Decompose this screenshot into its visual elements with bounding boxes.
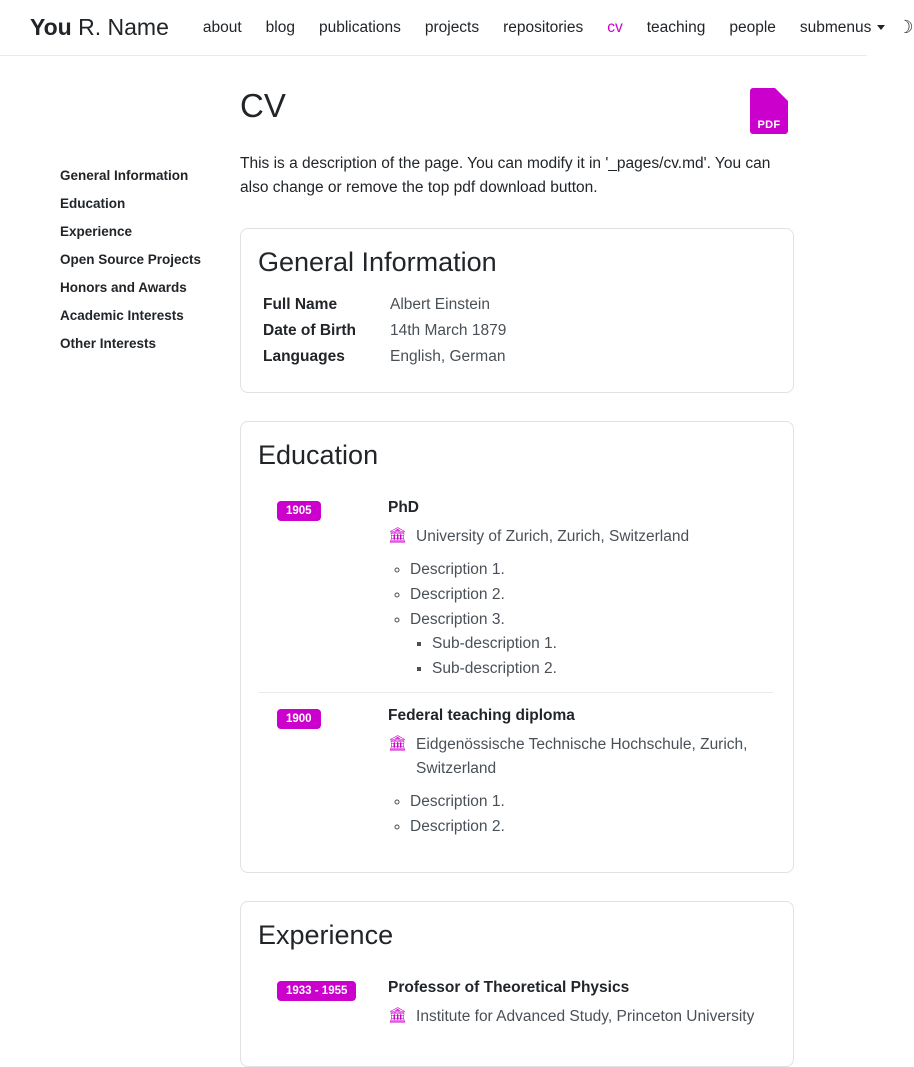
- info-key-languages: Languages: [263, 348, 345, 366]
- sidebar-item-academic-interests[interactable]: Academic Interests: [60, 308, 184, 323]
- nav-item-projects[interactable]: projects: [424, 18, 480, 36]
- pdf-label: PDF: [757, 119, 781, 131]
- institution-icon: 🏛: [388, 735, 408, 753]
- table-row: [263, 292, 506, 318]
- brand-strong-text: You: [30, 14, 72, 40]
- sidebar-item-experience[interactable]: Experience: [60, 224, 133, 239]
- entry-date: [258, 707, 388, 840]
- nav-links: [191, 13, 898, 43]
- site-brand[interactable]: [30, 14, 169, 41]
- page-body: [0, 56, 867, 1067]
- entry-institution: [388, 1005, 773, 1028]
- table-row: [263, 318, 506, 344]
- info-value-full-name: Albert Einstein: [390, 296, 490, 314]
- entry-title: Federal teaching diploma: [388, 707, 575, 725]
- entry-institution: [388, 733, 773, 780]
- cv-header: [240, 86, 794, 134]
- pdf-download-button[interactable]: [750, 88, 794, 134]
- moon-icon[interactable]: ☽: [897, 17, 914, 37]
- entry-body: [388, 979, 773, 1034]
- entry-body: [388, 707, 773, 840]
- list-item: ◦ Description 2.: [410, 815, 773, 839]
- entry-institution-label: Institute for Advanced Study, Princeton University: [416, 1007, 755, 1025]
- entry-institution-label: Eidgenössische Technische Hochschule, Zurich, Switzerland: [416, 736, 748, 777]
- experience-title: Experience: [258, 919, 394, 950]
- entry-body: [388, 499, 773, 682]
- sidebar-nav: [0, 86, 210, 1067]
- general-information-table: [263, 292, 506, 370]
- status-badge: 1900: [277, 709, 321, 729]
- list-item: ◦ Description 1.: [410, 558, 773, 582]
- top-navbar: [0, 0, 914, 56]
- brand-rest-text: R. Name: [71, 14, 169, 40]
- list-item: ▪ Sub-description 1.: [432, 632, 773, 656]
- entry-institution-label: University of Zurich, Zurich, Switzerland: [416, 528, 690, 546]
- education-card: [240, 421, 794, 873]
- info-key-full-name: Full Name: [263, 296, 338, 314]
- education-title: Education: [258, 440, 379, 471]
- list-item: [258, 485, 773, 692]
- nav-item-repositories[interactable]: repositories: [503, 18, 584, 36]
- nav-item-submenus-dropdown[interactable]: submenus: [788, 13, 898, 43]
- entry-description-list: [388, 558, 773, 681]
- general-information-card: [240, 228, 794, 393]
- list-item: ◦ Description 3. ▪ Sub-description 1. ▪ Sub-description 2.: [410, 608, 773, 681]
- sidebar-item-other-interests[interactable]: Other Interests: [60, 336, 157, 351]
- institution-icon: 🏛: [388, 1006, 408, 1024]
- info-value-date-of-birth: 14th March 1879: [390, 322, 507, 340]
- status-badge: 1933 - 1955: [277, 981, 356, 1001]
- sidebar-item-general-information[interactable]: General Information: [60, 168, 189, 183]
- entry-title: PhD: [388, 499, 419, 517]
- general-information-title: General Information: [258, 247, 497, 278]
- nav-item-blog[interactable]: blog: [265, 18, 295, 36]
- nav-item-publications[interactable]: publications: [318, 18, 401, 36]
- page-description: This is a description of the page. You can modify it in '_pages/cv.md'. You can also change or remove the top pdf download button.: [240, 155, 771, 197]
- experience-card: [240, 901, 794, 1067]
- list-item: [258, 965, 773, 1044]
- list-item: ◦ Description 1.: [410, 790, 773, 814]
- info-value-languages: English, German: [390, 348, 506, 366]
- main-content: [210, 86, 850, 1067]
- list-item: [258, 692, 773, 850]
- nav-item-cv[interactable]: cv: [607, 18, 623, 36]
- sidebar-item-honors-and-awards[interactable]: Honors and Awards: [60, 280, 187, 295]
- entry-title: Professor of Theoretical Physics: [388, 978, 630, 996]
- nav-item-teaching[interactable]: teaching: [646, 18, 706, 36]
- list-item: ◦ Description 2.: [410, 583, 773, 607]
- institution-icon: 🏛: [388, 527, 408, 545]
- status-badge: 1905: [277, 501, 321, 521]
- nav-item-people[interactable]: people: [729, 18, 776, 36]
- sidebar-item-open-source-projects[interactable]: Open Source Projects: [60, 252, 202, 267]
- entry-description-list: [388, 790, 773, 839]
- table-row: [263, 344, 506, 370]
- entry-sub-description-list: [410, 632, 773, 681]
- list-item: ▪ Sub-description 2.: [432, 657, 773, 681]
- pdf-fold-corner: [775, 88, 788, 101]
- page-title: CV: [240, 87, 286, 124]
- nav-item-about[interactable]: about: [202, 18, 242, 36]
- info-key-date-of-birth: Date of Birth: [263, 322, 356, 340]
- entry-date: [258, 499, 388, 682]
- entry-date: [258, 979, 388, 1034]
- sidebar-item-education[interactable]: Education: [60, 196, 126, 211]
- entry-institution: [388, 525, 773, 548]
